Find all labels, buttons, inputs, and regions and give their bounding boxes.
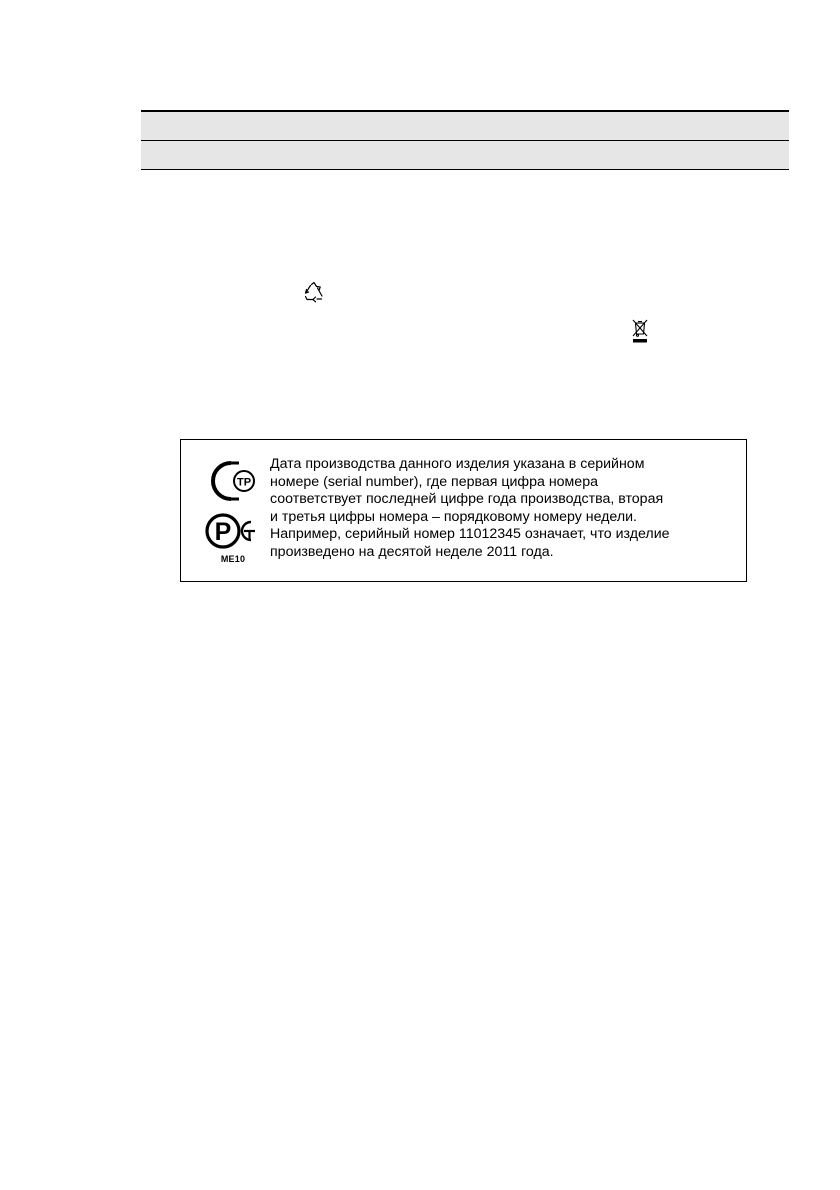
notice-text [270, 456, 740, 562]
svg-text:ТР: ТР [236, 476, 252, 489]
notice-line: и третья цифры номера – порядковому номеру недели. [270, 508, 637, 525]
header-table [141, 110, 789, 170]
notice-line: номере (serial number), где первая цифра номера [270, 473, 598, 490]
svg-text:Р: Р [214, 518, 232, 546]
notice-line: Дата производства данного изделия указана в серийном [270, 456, 645, 472]
certification-notice [180, 439, 747, 582]
notice-line: произведено на десятой неделе 2011 года. [270, 543, 554, 560]
pct-certification-mark [205, 510, 261, 552]
notice-line: Например, серийный номер 11012345 означает, что изделие [270, 526, 670, 543]
eac-certification-mark [205, 458, 261, 504]
header-table-row [141, 140, 789, 169]
certification-code: ME10 [220, 554, 246, 564]
recycle-icon [302, 280, 326, 304]
header-table-row [141, 112, 789, 140]
crossed-out-wheelie-bin-icon [631, 318, 649, 344]
certification-marks [201, 458, 265, 570]
notice-line: соответствует последней цифре года производства, вторая [270, 491, 664, 508]
